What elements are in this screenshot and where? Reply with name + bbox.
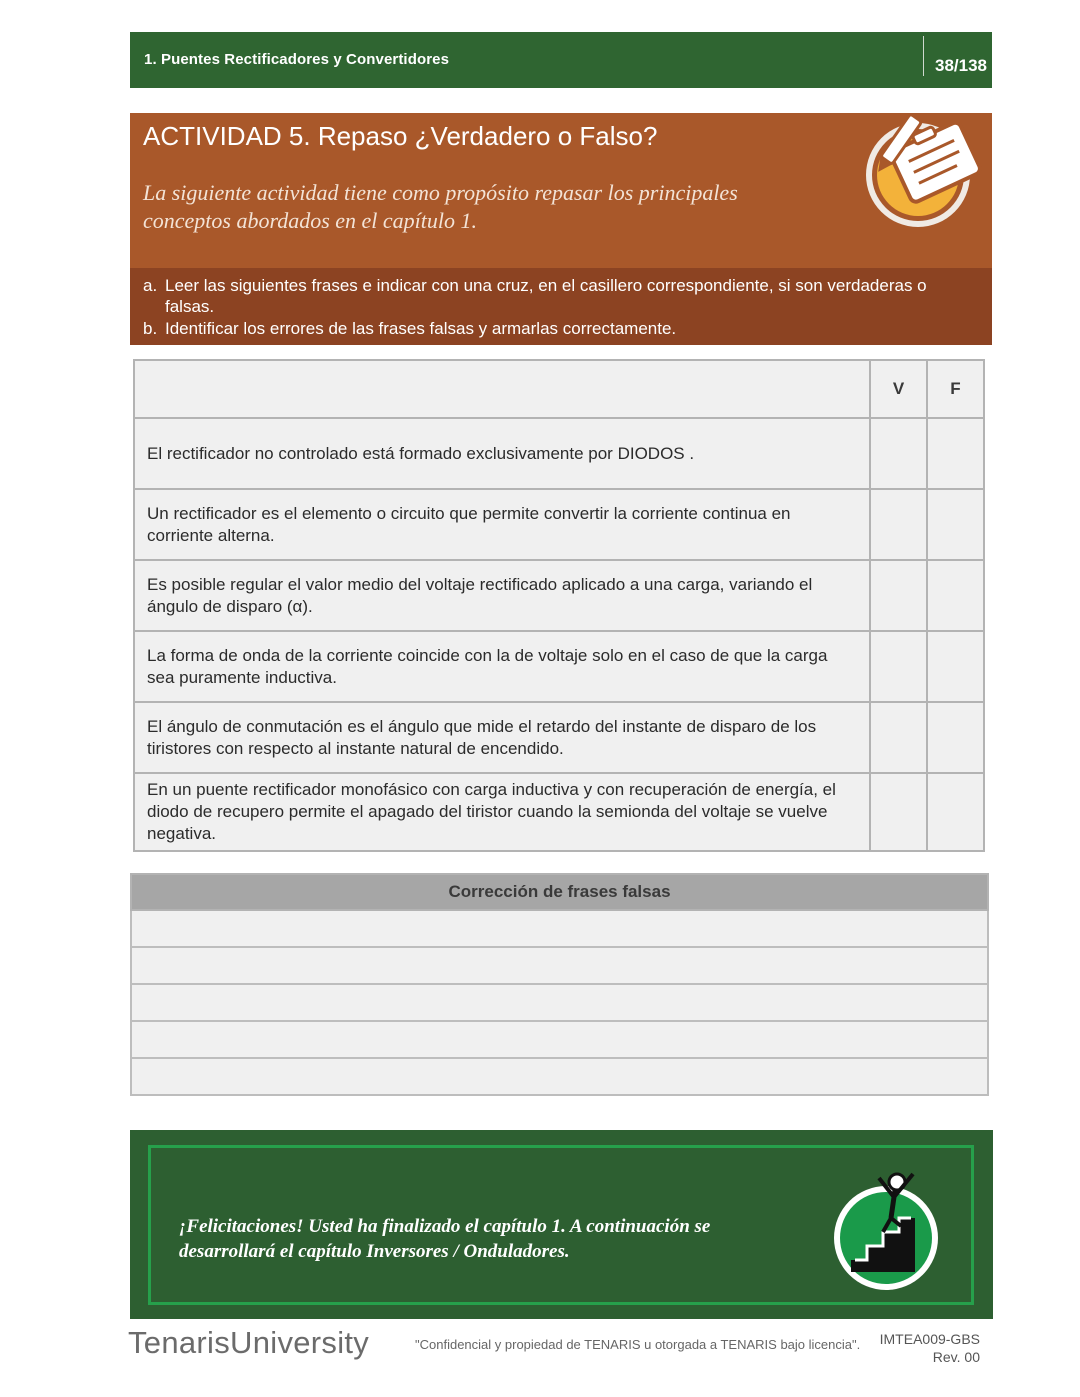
true-checkbox[interactable] [870,631,927,702]
correction-input-line[interactable] [131,1058,988,1095]
statement-text: En un puente rectificador monofásico con carga inductiva y con recuperación de energía, el diodo de recupero permite el apagado del tiristor cuando la semionda del voltaje se vuelve negativa. [134,773,870,851]
congrats-banner [130,1130,993,1319]
statement-text: Un rectificador es el elemento o circuito que permite convertir la corriente continua en corriente alterna. [134,489,870,560]
activity-banner [130,113,992,268]
false-column-header: F [927,360,984,418]
statement-text: El ángulo de conmutación es el ángulo que mide el retardo del instante de disparo de los tiristores con respecto al instante natural de encendido. [134,702,870,773]
table-row [134,773,984,851]
false-checkbox[interactable] [927,773,984,851]
correction-input-line[interactable] [131,910,988,947]
activity-instructions [130,268,992,345]
document-code: IMTEA009-GBS [879,1331,980,1347]
instruction-text: Leer las siguientes frases e indicar con una cruz, en el casillero correspondiente, si son verdaderas o falsas. [165,276,927,316]
correction-row [131,984,988,1021]
table-row [134,560,984,631]
person-climbing-stairs-icon [831,1160,951,1290]
false-checkbox[interactable] [927,418,984,489]
footer-brand-logo: TenarisUniversity [128,1325,370,1360]
document-revision: Rev. 00 [932,1349,980,1365]
correction-row [131,1058,988,1095]
correction-header-row [131,874,988,910]
true-checkbox[interactable] [870,489,927,560]
correction-input-line[interactable] [131,984,988,1021]
true-column-header: V [870,360,927,418]
instruction-label: a. [143,276,158,295]
instruction-text: Identificar los errores de las frases falsas y armarlas correctamente. [165,319,677,338]
table-row [134,702,984,773]
false-checkbox[interactable] [927,631,984,702]
statement-text: Es posible regular el valor medio del voltaje rectificado aplicado a una carga, variando el ángulo de disparo (α). [134,560,870,631]
true-false-table [133,359,985,852]
true-checkbox[interactable] [870,773,927,851]
true-checkbox[interactable] [870,418,927,489]
correction-input-line[interactable] [131,947,988,984]
correction-row [131,947,988,984]
true-checkbox[interactable] [870,702,927,773]
correction-table [130,873,989,1096]
false-checkbox[interactable] [927,489,984,560]
table-row [134,489,984,560]
congrats-text: ¡Felicitaciones! Usted ha finalizado el capítulo 1. A continuación se desarrollará el capítulo Inversores / Onduladores. [179,1216,711,1262]
header-divider [923,36,924,76]
section-title: 1. Puentes Rectificadores y Convertidores [144,51,450,68]
false-checkbox[interactable] [927,560,984,631]
statement-text: El rectificador no controlado está formado exclusivamente por DIODOS . [134,418,870,489]
footer-document-code [860,1330,980,1366]
clipboard-pencil-icon [860,113,990,231]
instruction-label: b. [143,319,158,338]
statement-text: La forma de onda de la corriente coincide con la de voltaje solo en el caso de que la carga sea puramente inductiva. [134,631,870,702]
footer-confidential-notice: "Confidencial y propiedad de TENARIS u otorgada a TENARIS bajo licencia". [415,1337,861,1352]
table-row [134,418,984,489]
true-checkbox[interactable] [870,560,927,631]
congrats-frame [148,1145,974,1305]
section-header [130,32,992,88]
false-checkbox[interactable] [927,702,984,773]
table-header-row [134,360,984,418]
correction-row [131,910,988,947]
correction-title: Corrección de frases falsas [131,874,988,910]
correction-input-line[interactable] [131,1021,988,1058]
activity-title: ACTIVIDAD 5. Repaso ¿Verdadero o Falso? [143,121,658,151]
table-row [134,631,984,702]
statement-column-header [134,360,870,418]
activity-subtitle: La siguiente actividad tiene como propósito repasar los principales conceptos abordados en el capítulo 1. [143,180,738,233]
correction-row [131,1021,988,1058]
page-number: 38/138 [935,56,987,75]
